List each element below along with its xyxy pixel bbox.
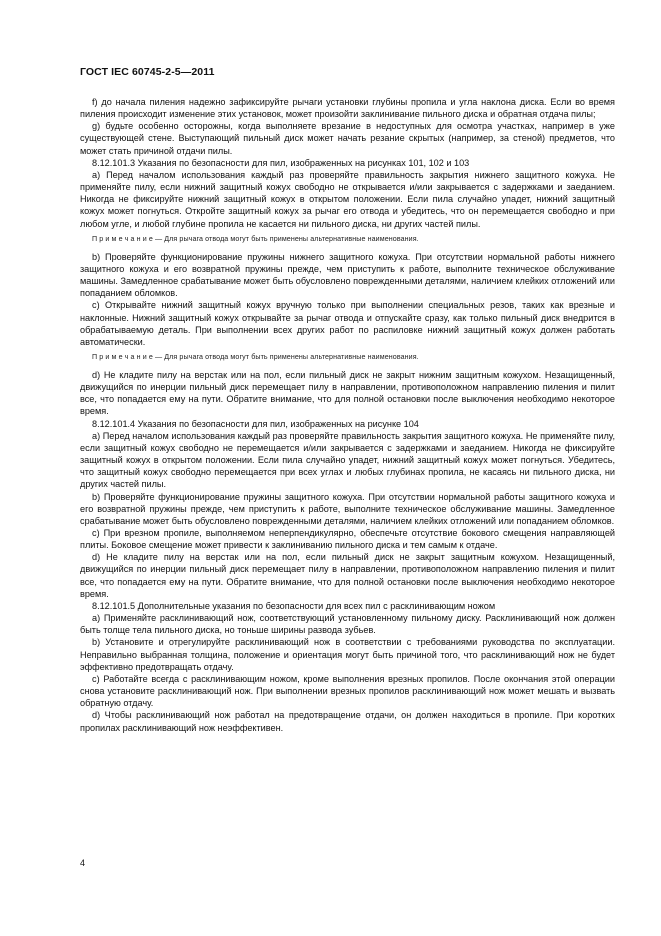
- document-header: ГОСТ IEC 60745-2-5—2011: [80, 66, 215, 78]
- paragraph-4d: d) Не кладите пилу на верстак или на пол, если пильный диск не закрыт защитным кожухом. Незащищенный, движущийся по инерции пильный диск перемещает пилу в направлении, противоположном направлению пиления и пилит все, что попадается ему на пути. Обратите внимание, что для полной остановки после выключения необходимо некоторое время.: [80, 552, 615, 599]
- paragraph-g: g) будьте особенно осторожны, когда выполняете врезание в недоступных для осмотра участках, например в уже существующей стене. Выступающий пильный диск может начать резание скрытых (например, за стеной) предметов, что может стать причиной отдачи пилы.: [80, 121, 615, 156]
- paragraph-5d: d) Чтобы расклинивающий нож работал на предотвращение отдачи, он должен находиться в пропиле. При коротких пропилах расклинивающий нож неэффективен.: [80, 710, 615, 733]
- paragraph-4c: c) При врезном пропиле, выполняемом неперпендикулярно, обеспечьте отсутствие бокового смещения направляющей плиты. Боковое смещение может привести к заклиниванию пильного диска и тем самым к отдаче.: [80, 528, 615, 551]
- section-heading-8-12-101-5: 8.12.101.5 Дополнительные указания по безопасности для всех пил с расклинивающим ножом: [92, 600, 496, 611]
- paragraph-3d: d) Не кладите пилу на верстак или на пол, если пильный диск не закрыт нижним защитным кожухом. Незащищенный, движущийся по инерции пильный диск перемещает пилу в направлении, противоположном направлению пиления и пилит все, что попадается ему на пути. Обратите внимание, что для полной остановки после выключения необходимо некоторое время.: [80, 369, 615, 417]
- document-body: [80, 96, 615, 734]
- paragraph-3a: a) Перед началом использования каждый раз проверяйте правильность закрытия нижнего защитного кожуха. Не применяйте пилу, если нижний защитный кожух свободно не открывается и/или закрывается с задержками и заеданием. Никогда не фиксируйте нижний защитный кожух в открытом положении. Если пила случайно упадет, нижний защитный кожух может погнуться. Откройте защитный кожух за рычаг его отвода и убедитесь, что он перемещается свободно и при любом угле, и любой глубине пропила не касается ни пильного диска, ни других частей пилы.: [80, 169, 615, 229]
- paragraph-5a: a) Применяйте расклинивающий нож, соответствующий установленному пильному диску. Расклинивающий нож должен быть толще тела пильного диска, но тоньше ширины развода зубьев.: [80, 613, 615, 636]
- paragraph-3c: c) Открывайте нижний защитный кожух вручную только при выполнении специальных резов, таких как врезные и наклонные. Нижний защитный кожух открывайте за рычаг отвода и отпускайте сразу, как только пильный диск внедрится в обрабатываемую деталь. При выполнении всех других работ по распиловке нижний защитный кожух должен работать автоматически.: [80, 300, 615, 347]
- paragraph-4b: b) Проверяйте функционирование пружины защитного кожуха. При отсутствии нормальной работы защитного кожуха и его возвратной пружины прежде, чем приступить к работе, выполните техническое обслуживание машины. Замедленное срабатывание может быть обусловлено поврежденными деталями, наличием клейких отложений или попаданием обломков.: [80, 491, 615, 526]
- paragraph-5b: b) Установите и отрегулируйте расклинивающий нож в соответствии с требованиями руководства по эксплуатации. Неправильно выбранная толщина, положение и ориентация могут быть причиной того, что расклинивающий нож не будет эффективно предотвращать отдачу.: [80, 637, 615, 672]
- page-number: 4: [80, 858, 86, 868]
- paragraph-3b: b) Проверяйте функционирование пружины нижнего защитного кожуха. При отсутствии нормальной работы нижнего защитного кожуха и его возвратной пружины прежде, чем приступить к работе, выполните техническое обслуживание машины. Замедленное срабатывание может быть обусловлено поврежденными деталями, наличием клейких отложений или попаданием обломков.: [80, 251, 615, 299]
- section-heading-8-12-101-3: 8.12.101.3 Указания по безопасности для пил, изображенных на рисунках 101, 102 и 103: [92, 157, 470, 168]
- paragraph-4a: a) Перед началом использования каждый раз проверяйте правильность закрытия защитного кожуха. Не применяйте пилу, если защитный кожух свободно не перемещается и/или закрывается с задержками и заеданием. Никогда не фиксируйте защитный кожух в открытом положении. Если пила случайно упадет, нижний защитный кожух может погнуться. Убедитесь, что защитный кожух свободно перемещается при всех углах и любых глубинах пропила, не касаясь ни пильного диска, ни других частей пилы.: [80, 430, 615, 490]
- paragraph-5c: c) Работайте всегда с расклинивающим ножом, кроме выполнения врезных пропилов. После окончания этой операции снова установите расклинивающий нож. При выполнении врезных пропилов расклинивающий нож может мешать и вызвать обратную отдачу.: [80, 673, 615, 709]
- note-2: П р и м е ч а н и е — Для рычага отвода могут быть применены альтернативные наименования.: [92, 352, 419, 361]
- paragraph-f: f) до начала пиления надежно зафиксируйте рычаги установки глубины пропила и угла наклона диска. Если во время пиления происходит изменение этих установок, может произойти заклинивание пильного диска и обратная отдача пилы;: [80, 97, 615, 120]
- section-heading-8-12-101-4: 8.12.101.4 Указания по безопасности для пил, изображенных на рисунке 104: [92, 418, 419, 429]
- note-1: П р и м е ч а н и е — Для рычага отвода могут быть применены альтернативные наименования.: [92, 234, 419, 243]
